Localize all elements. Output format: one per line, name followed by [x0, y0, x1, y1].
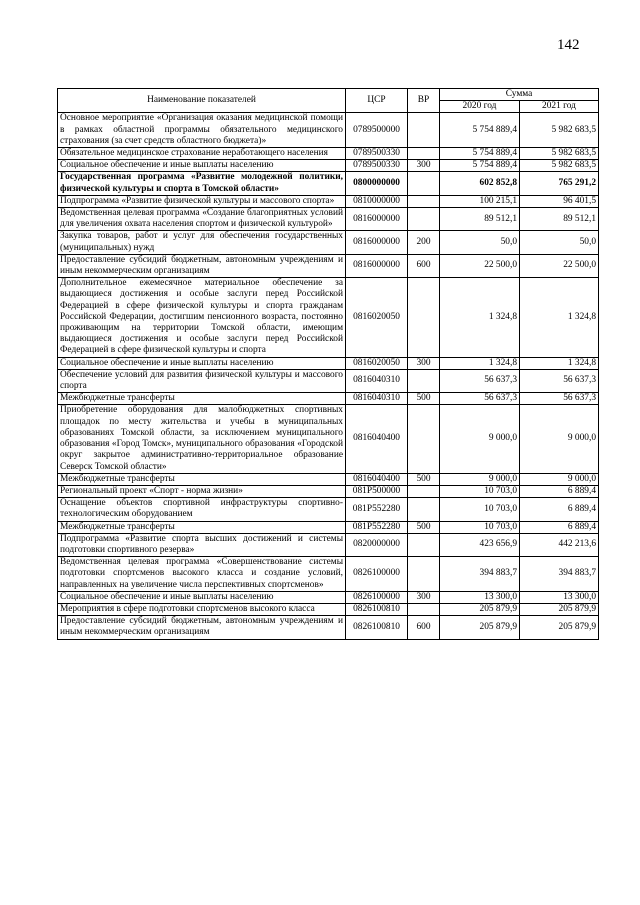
row-csr: 0816000000	[346, 231, 408, 254]
row-value-2021: 1 324,8	[520, 278, 599, 357]
table-row	[58, 473, 599, 485]
row-value-2020: 5 754 889,4	[440, 148, 520, 160]
row-value-2020: 89 512,1	[440, 208, 520, 231]
row-vr	[408, 278, 440, 357]
row-value-2021: 5 982 683,5	[520, 113, 599, 148]
table-row	[58, 278, 599, 357]
row-value-2021: 205 879,9	[520, 603, 599, 615]
row-csr: 0816040310	[346, 393, 408, 405]
row-value-2021: 22 500,0	[520, 254, 599, 277]
table-row	[58, 113, 599, 148]
row-name: Обязательное медицинское страхование неработающего населения	[58, 148, 346, 160]
row-vr: 500	[408, 521, 440, 533]
row-vr	[408, 498, 440, 521]
row-value-2020: 22 500,0	[440, 254, 520, 277]
row-value-2020: 5 754 889,4	[440, 160, 520, 172]
row-value-2021: 13 300,0	[520, 591, 599, 603]
header-name: Наименование показателей	[58, 89, 346, 113]
row-csr: 0800000000	[346, 172, 408, 195]
row-value-2021: 6 889,4	[520, 521, 599, 533]
row-name: Оснащение объектов спортивной инфраструктуры спортивно-технологическим оборудованием	[58, 498, 346, 521]
table-row	[58, 603, 599, 615]
row-value-2020: 56 637,3	[440, 369, 520, 392]
row-value-2021: 89 512,1	[520, 208, 599, 231]
row-vr: 300	[408, 160, 440, 172]
row-name: Дополнительное ежемесячное материальное обеспечение за выдающиеся достижения и особые заслуги перед Российской Федерацией в сфере физической культуры и спорта гражданам Российской Федерации, достигшим пенсионного возраста, постоянно проживающим на территории Томской области, имеющим выдающиеся достижения и особые заслуги перед Российской Федерацией в сфере физической культуры и спорта	[58, 278, 346, 357]
row-value-2021: 50,0	[520, 231, 599, 254]
row-vr	[408, 603, 440, 615]
row-value-2020: 602 852,8	[440, 172, 520, 195]
row-name: Предоставление субсидий бюджетным, автономным учреждениям и иным некоммерческим организациям	[58, 254, 346, 277]
header-vr: ВР	[408, 89, 440, 113]
table-row	[58, 616, 599, 639]
row-vr: 500	[408, 393, 440, 405]
row-vr	[408, 369, 440, 392]
header-year-2020: 2020 год	[440, 101, 520, 113]
row-name: Ведомственная целевая программа «Создание благоприятных условий для увеличения охвата населения спортом и физической культурой»	[58, 208, 346, 231]
row-value-2021: 394 883,7	[520, 557, 599, 592]
row-value-2021: 765 291,2	[520, 172, 599, 195]
table-row	[58, 231, 599, 254]
table-row	[58, 148, 599, 160]
row-csr: 0820000000	[346, 533, 408, 556]
table-row	[58, 208, 599, 231]
table-row	[58, 557, 599, 592]
row-value-2021: 9 000,0	[520, 405, 599, 473]
row-vr: 500	[408, 473, 440, 485]
row-name: Мероприятия в сфере подготовки спортсменов высокого класса	[58, 603, 346, 615]
table-row	[58, 160, 599, 172]
table-row	[58, 521, 599, 533]
row-csr: 0816040310	[346, 369, 408, 392]
row-name: Предоставление субсидий бюджетным, автономным учреждениям и иным некоммерческим организациям	[58, 616, 346, 639]
row-value-2020: 205 879,9	[440, 603, 520, 615]
table-row	[58, 498, 599, 521]
row-value-2020: 423 656,9	[440, 533, 520, 556]
row-csr: 0826100000	[346, 557, 408, 592]
row-value-2020: 100 215,1	[440, 195, 520, 207]
row-value-2021: 5 982 683,5	[520, 148, 599, 160]
row-vr: 300	[408, 591, 440, 603]
row-name: Закупка товаров, работ и услуг для обеспечения государственных (муниципальных) нужд	[58, 231, 346, 254]
budget-table	[57, 88, 599, 640]
row-csr: 0816040400	[346, 473, 408, 485]
row-name: Межбюджетные трансферты	[58, 521, 346, 533]
header-sum: Сумма	[440, 89, 599, 101]
row-value-2021: 442 213,6	[520, 533, 599, 556]
row-vr	[408, 485, 440, 497]
row-csr: 0816020050	[346, 278, 408, 357]
row-name: Социальное обеспечение и иные выплаты населению	[58, 591, 346, 603]
row-name: Региональный проект «Спорт - норма жизни»	[58, 485, 346, 497]
row-csr: 0826100810	[346, 603, 408, 615]
row-name: Основное мероприятие «Организация оказания медицинской помощи в рамках областной программы обязательного медицинского страхования (за счет средств областного бюджета)»	[58, 113, 346, 148]
row-name: Государственная программа «Развитие молодежной политики, физической культуры и спорта в Томской области»	[58, 172, 346, 195]
row-csr: 0810000000	[346, 195, 408, 207]
row-csr: 0816000000	[346, 254, 408, 277]
table-row	[58, 485, 599, 497]
row-csr: 081P552280	[346, 521, 408, 533]
page-number: 142	[557, 37, 580, 53]
row-value-2020: 394 883,7	[440, 557, 520, 592]
row-value-2021: 9 000,0	[520, 473, 599, 485]
row-csr: 081P500000	[346, 485, 408, 497]
row-value-2020: 50,0	[440, 231, 520, 254]
row-value-2021: 96 401,5	[520, 195, 599, 207]
row-value-2020: 10 703,0	[440, 485, 520, 497]
table-row	[58, 405, 599, 473]
row-name: Ведомственная целевая программа «Совершенствование системы подготовки спортсменов высокого класса и создание условий, направленных на увеличение числа перспективных спортсменов»	[58, 557, 346, 592]
row-csr: 0789500330	[346, 148, 408, 160]
row-value-2020: 5 754 889,4	[440, 113, 520, 148]
row-csr: 0816000000	[346, 208, 408, 231]
row-value-2021: 6 889,4	[520, 498, 599, 521]
row-value-2021: 56 637,3	[520, 369, 599, 392]
row-vr: 200	[408, 231, 440, 254]
row-vr	[408, 533, 440, 556]
table-row	[58, 357, 599, 369]
row-name: Подпрограмма «Развитие физической культуры и массового спорта»	[58, 195, 346, 207]
row-value-2021: 6 889,4	[520, 485, 599, 497]
row-csr: 0789500330	[346, 160, 408, 172]
row-name: Приобретение оборудования для малобюджетных спортивных площадок по месту жительства и учебы в муниципальных образованиях Томской области, за исключением муниципального образования «Город Томск», муниципального образования «Городской округ закрытое административно-территориальное образование Северск Томской области»	[58, 405, 346, 473]
row-name: Обеспечение условий для развития физической культуры и массового спорта	[58, 369, 346, 392]
row-name: Социальное обеспечение и иные выплаты населению	[58, 160, 346, 172]
table-row	[58, 533, 599, 556]
row-name: Межбюджетные трансферты	[58, 473, 346, 485]
row-value-2020: 56 637,3	[440, 393, 520, 405]
row-vr	[408, 195, 440, 207]
row-name: Межбюджетные трансферты	[58, 393, 346, 405]
row-csr: 0816040400	[346, 405, 408, 473]
header-year-2021: 2021 год	[520, 101, 599, 113]
row-vr	[408, 208, 440, 231]
row-name: Социальное обеспечение и иные выплаты населению	[58, 357, 346, 369]
table-row	[58, 369, 599, 392]
row-value-2021: 1 324,8	[520, 357, 599, 369]
row-value-2020: 1 324,8	[440, 357, 520, 369]
row-vr: 600	[408, 616, 440, 639]
row-value-2021: 56 637,3	[520, 393, 599, 405]
row-value-2020: 9 000,0	[440, 473, 520, 485]
row-csr: 0826100000	[346, 591, 408, 603]
header-csr: ЦСР	[346, 89, 408, 113]
row-value-2020: 9 000,0	[440, 405, 520, 473]
row-vr	[408, 405, 440, 473]
table-row	[58, 393, 599, 405]
row-vr	[408, 557, 440, 592]
row-csr: 0826100810	[346, 616, 408, 639]
row-vr	[408, 148, 440, 160]
table-body	[58, 113, 599, 639]
row-csr: 081P552280	[346, 498, 408, 521]
row-value-2020: 1 324,8	[440, 278, 520, 357]
row-csr: 0816020050	[346, 357, 408, 369]
row-vr	[408, 172, 440, 195]
row-vr	[408, 113, 440, 148]
table-row	[58, 254, 599, 277]
row-value-2020: 10 703,0	[440, 498, 520, 521]
row-value-2021: 5 982 683,5	[520, 160, 599, 172]
table-row	[58, 172, 599, 195]
table-row	[58, 195, 599, 207]
row-value-2020: 10 703,0	[440, 521, 520, 533]
row-csr: 0789500000	[346, 113, 408, 148]
row-value-2020: 205 879,9	[440, 616, 520, 639]
row-value-2020: 13 300,0	[440, 591, 520, 603]
row-vr: 300	[408, 357, 440, 369]
row-vr: 600	[408, 254, 440, 277]
table-row	[58, 591, 599, 603]
row-name: Подпрограмма «Развитие спорта высших достижений и системы подготовки спортивного резерва»	[58, 533, 346, 556]
row-value-2021: 205 879,9	[520, 616, 599, 639]
